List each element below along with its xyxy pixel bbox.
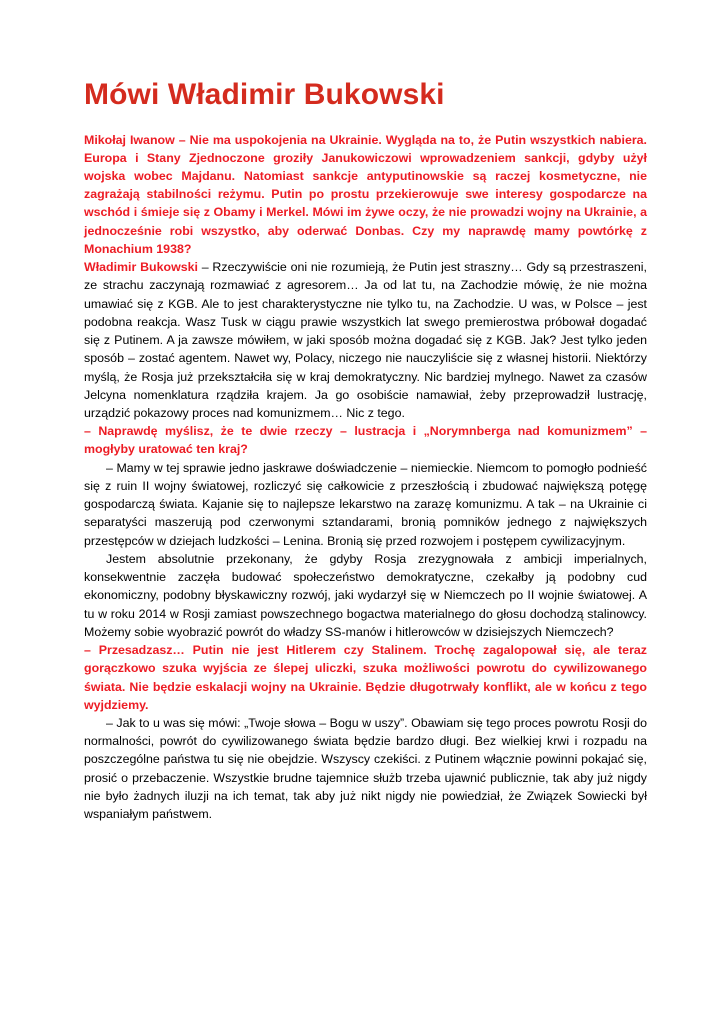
paragraph-5: Jestem absolutnie przekonany, że gdyby Rosja zrezygnowała z ambicji imperialnych, konsekwentnie zaczęła budować społeczeństwo demokratyczne, czekałby ją podobny cud ekonomiczny, podobny błyskawiczny rozwój, jaki wydarzył się w Niemczech po II wojnie światowej. A tu w roku 2014 w Rosji zamiast powszechnego bogactwa materialnego do głosu dochodzą stalinowcy. Możemy sobie wyobrazić powrót do władzy SS-manów i hitlerowców w dzisiejszych Niemczech?	[84, 551, 647, 639]
paragraph-2-text: – Rzeczywiście oni nie rozumieją, że Putin jest straszny… Gdy są przestraszeni, ze strachu zaczynają rozmawiać z agresorem… Ja od lat tu, na Zachodzie mówię, że nie można umawiać się z KGB. Ale to jest charakterystyczne nie tylko tu, na Zachodzie. U was, w Polsce – jest podobna reakcja. Wasz Tusk w ciągu prawie wszystkich lat swego premierostwa próbował dogadać się z Putinem. A ja zawsze mówiłem, w jaki sposób można dogadać się z KGB. Jak? Jest tylko jeden sposób – zostać agentem. Nawet wy, Polacy, niczego nie nauczyliście się z własnej historii. Niektórzy myślą, że Rosja już przekształciła się w kraj demokratyczny. Nic bardziej mylnego. Nawet za czasów Jelcyna nomenklatura rządziła krajem. Ja go osobiście namawiał, żeby przeprowadził lustrację, urządzić pokazowy proces nad komunizmem… Nic z tego.	[84, 260, 647, 421]
paragraph-1-text: – Nie ma uspokojenia na Ukrainie. Wygląda na to, że Putin wszystkich nabiera. Europa i Stany Zjednoczone groziły Janukowiczowi wprowadzeniem sankcji, gdyby użył wojska wobec Majdanu. Natomiast sankcje antyputinowskie są raczej kosmetyczne, nie zagrażają stabilności reżymu. Putin po prostu przekierowuje swe interesy gospodarcze na wschód i śmieje się z Obamy i Merkel. Mówi im żywe oczy, że nie prowadzi wojny na Ukrainie, a jednocześnie robi wszystko, aby oderwać Donbas. Czy my naprawdę mamy powtórkę z Monachium 1938?	[84, 132, 647, 256]
paragraph-3-question: – Naprawdę myślisz, że te dwie rzeczy – lustracja i „Norymnberga nad komunizmem” – mogłyby uratować ten kraj?	[84, 424, 647, 457]
paragraph-4: – Mamy w tej sprawie jedno jaskrawe doświadczenie – niemieckie. Niemcom to pomogło podnieść się z ruin II wojny światowej, rozliczyć się całkowicie z przeszłością i zbudować największą potęgę gospodarczą świata. Kajanie się to najlepsze lekarstwo na zarazę komunizmu. A tak – na Ukrainie ci separatyści maszerują pod czerwonymi sztandarami, bronią pomników jednego z największych przestępców w dziejach ludzkości – Lenina. Bronią się przed rozwojem i postępem cywilizacyjnym.	[84, 460, 647, 548]
paragraph-7: – Jak to u was się mówi: „Twoje słowa – Bogu w uszy”. Obawiam się tego proces powrotu Rosji do normalności, powrót do cywilizowanego świata będzie bardzo długi. Bez wielkiej krwi i rozpadu na poszczególne państwa tu się nie obejdzie. Wszyscy czekiści. z Putinem włącznie powinni pokajać się, prosić o przebaczenie. Wszystkie brudne tajemnice służb trzeba ujawnić publicznie, tak aby już nigdy nie było żadnych iluzji na ich temat, tak aby już nikt nigdy nie powiedział, że Związek Sowiecki był wspaniałym państwem.	[84, 716, 647, 822]
paragraph-6-question: – Przesadzasz… Putin nie jest Hitlerem czy Stalinem. Trochę zagalopował się, ale teraz gorączkowo szuka wyjścia ze ślepej uliczki, szuka możliwości powrotu do cywilizowanego świata. Nie będzie eskalacji wojny na Ukrainie. Będzie długotrwały konflikt, ale w końcu z tego wyjdziemy.	[84, 643, 647, 712]
page-title: Mówi Władimir Bukowski	[84, 78, 445, 111]
paragraph-1	[84, 131, 647, 259]
paragraph-2	[84, 258, 647, 422]
speaker-name-iwanow: Mikołaj Iwanow	[84, 132, 175, 147]
speaker-name-bukowski: Władimir Bukowski	[84, 260, 198, 275]
document-body	[84, 131, 647, 824]
